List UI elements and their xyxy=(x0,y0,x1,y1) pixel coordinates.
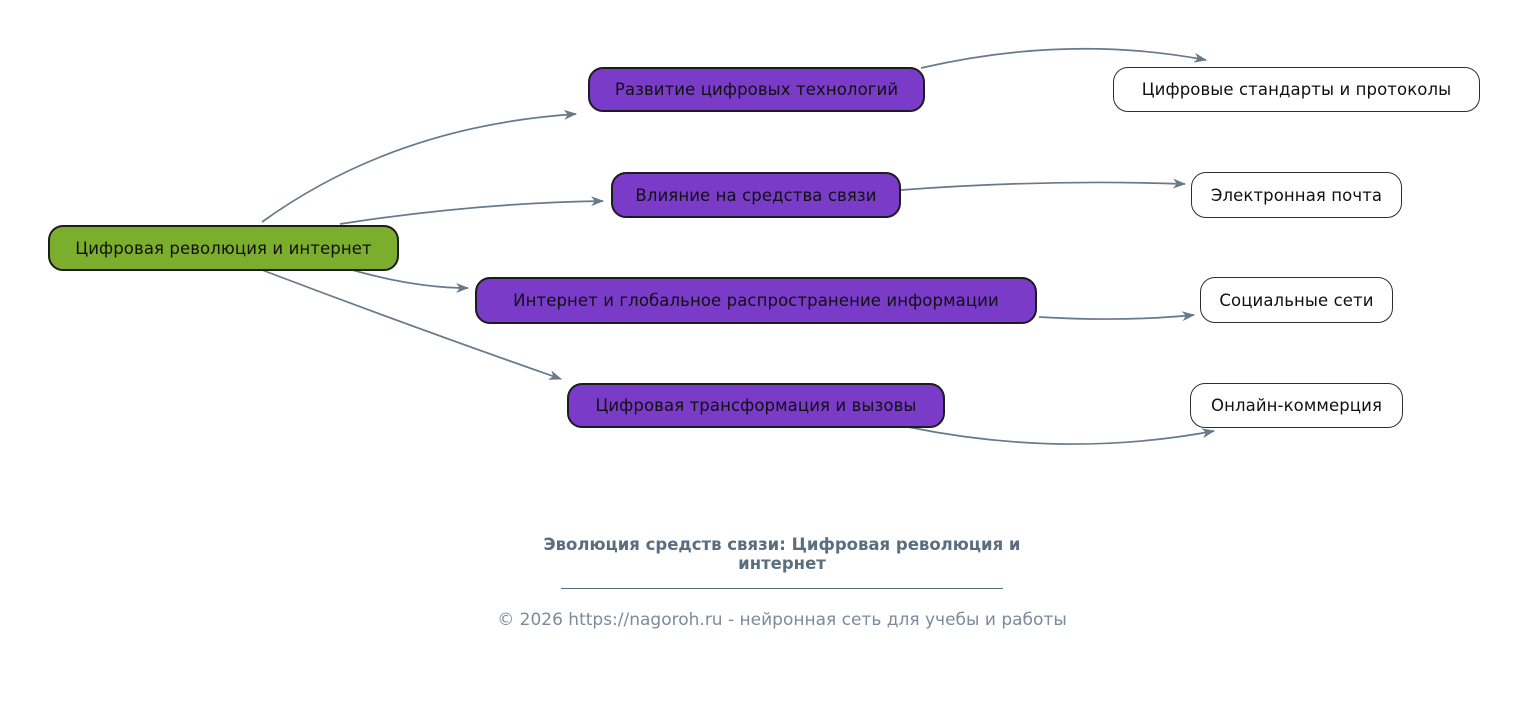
node-label: Интернет и глобальное распространение информации xyxy=(513,291,999,310)
node-dev xyxy=(588,67,925,112)
diagram-title: Эволюция средств связи: Цифровая революция и интернет xyxy=(543,535,1021,574)
copyright-text: © 2026 https://nagoroh.ru - нейронная сеть для учебы и работы xyxy=(497,610,1067,630)
node-transform xyxy=(567,383,945,428)
node-influence xyxy=(611,172,901,218)
edge-root-to-dev xyxy=(262,114,576,222)
edge-transform-to-commerce xyxy=(908,427,1214,444)
node-email xyxy=(1191,172,1402,218)
node-label: Электронная почта xyxy=(1210,185,1383,205)
node-label: Цифровая трансформация и вызовы xyxy=(595,396,917,415)
edge-internet-to-social xyxy=(1039,315,1194,319)
node-label: Цифровая революция и интернет xyxy=(75,238,372,258)
node-label: Развитие цифровых технологий xyxy=(614,80,899,99)
node-label: Социальные сети xyxy=(1219,290,1374,310)
title-underline xyxy=(561,588,1003,589)
node-standards xyxy=(1113,67,1480,112)
node-social xyxy=(1200,277,1393,323)
edge-root-to-influence xyxy=(340,201,603,224)
node-internet xyxy=(475,277,1037,324)
node-label: Цифровые стандарты и протоколы xyxy=(1141,80,1452,99)
edge-dev-to-standards xyxy=(921,49,1206,68)
edge-influence-to-email xyxy=(901,182,1185,190)
node-root xyxy=(48,225,399,271)
node-label: Онлайн-коммерция xyxy=(1211,396,1382,415)
node-commerce xyxy=(1190,383,1403,428)
node-label: Влияние на средства связи xyxy=(635,185,877,205)
